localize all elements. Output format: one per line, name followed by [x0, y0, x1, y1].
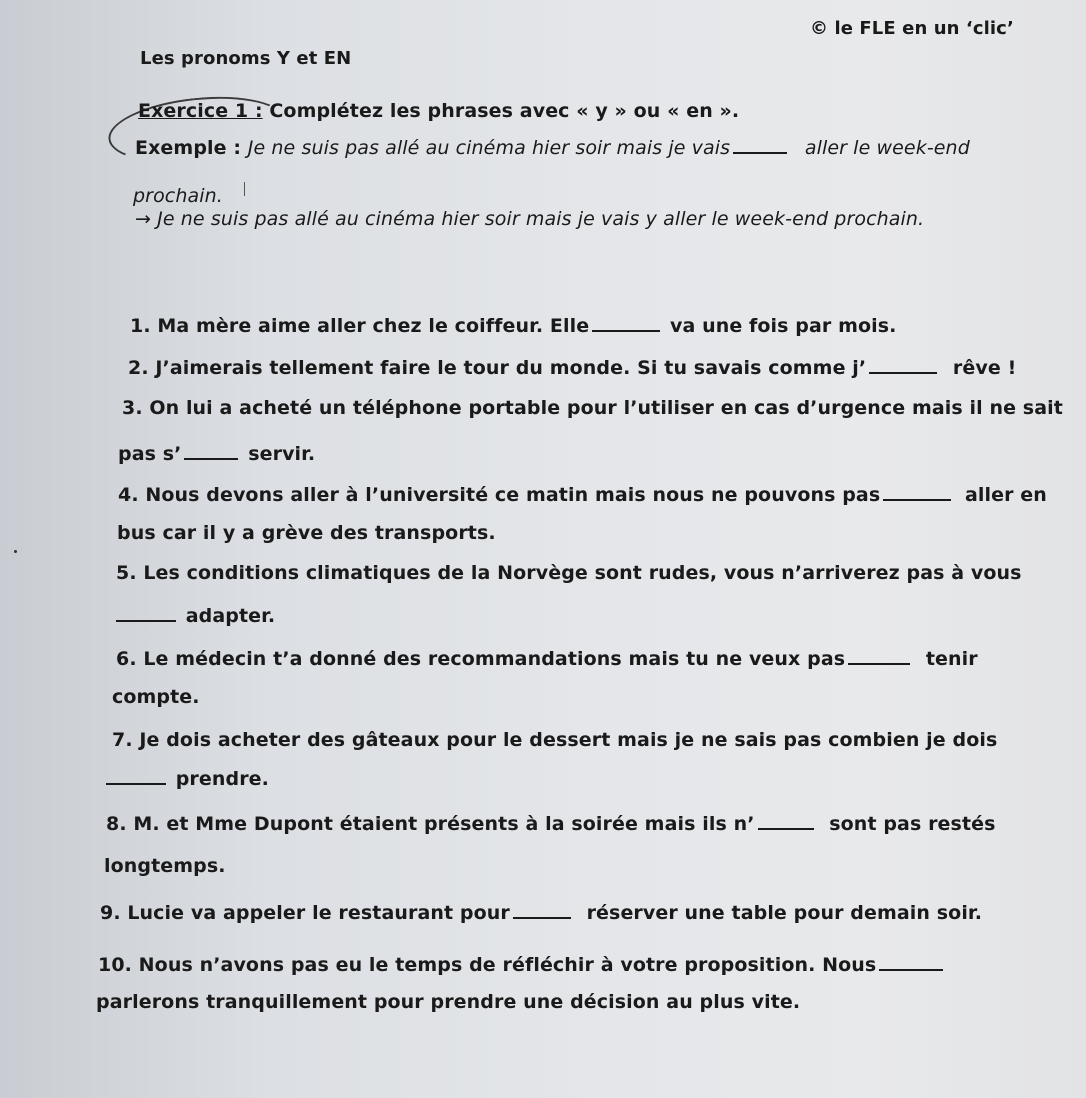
example-blank[interactable] [733, 136, 787, 154]
item-9 [100, 901, 982, 924]
item-2-blank[interactable] [869, 356, 937, 374]
pencil-dot [14, 550, 17, 553]
item-10-line-2: parlerons tranquillement pour prendre une décision au plus vite. [96, 991, 801, 1013]
item-4-blank[interactable] [883, 483, 951, 501]
item-3-line-1: 3. On lui a acheté un téléphone portable pour l’utiliser en cas d’urgence mais il ne sait [122, 397, 1063, 419]
item-5-blank[interactable] [116, 604, 176, 622]
item-2-text-a: 2. J’aimerais tellement faire le tour du monde. Si tu savais comme j’ [128, 357, 867, 379]
item-6-line-2: compte. [112, 686, 200, 708]
item-4-text-a: 4. Nous devons aller à l’université ce matin mais nous ne pouvons pas [118, 484, 881, 506]
item-7-text-b: prendre. [175, 768, 269, 790]
item-4-line-1 [118, 483, 1047, 506]
item-9-blank[interactable] [513, 901, 571, 919]
example-text-b: aller le week-end [804, 137, 970, 159]
item-9-text-a: 9. Lucie va appeler le restaurant pour [100, 902, 510, 924]
example-label: Exemple : [135, 137, 242, 159]
example-answer: → Je ne suis pas allé au cinéma hier soir mais je vais y aller le week-end prochain. [135, 208, 925, 230]
item-10-text-a: 10. Nous n’avons pas eu le temps de réfléchir à votre proposition. Nous [98, 954, 877, 976]
item-10-blank[interactable] [879, 953, 943, 971]
item-7-blank[interactable] [106, 767, 166, 785]
example-line-1 [135, 136, 970, 159]
item-4-text-b: aller en [964, 484, 1047, 506]
item-2 [128, 356, 1016, 379]
copyright-notice: © le FLE en un ‘clic’ [810, 18, 1014, 39]
item-5-line-1: 5. Les conditions climatiques de la Norvège sont rudes, vous n’arriverez pas à vous [116, 562, 1022, 584]
item-7-line-1: 7. Je dois acheter des gâteaux pour le dessert mais je ne sais pas combien je dois [112, 729, 998, 751]
item-1-text-a: 1. Ma mère aime aller chez le coiffeur. Elle [130, 315, 590, 337]
example-text-a: Je ne suis pas allé au cinéma hier soir mais je vais [247, 137, 731, 159]
exercise-label: Exercice 1 : [138, 100, 263, 122]
item-7-line-2 [106, 767, 269, 790]
item-3-text-b: servir. [248, 443, 316, 465]
item-8-text-b: sont pas restés [829, 813, 996, 835]
item-6-line-1 [116, 647, 978, 670]
item-10-line-1 [98, 953, 946, 976]
exercise-instruction: Complétez les phrases avec « y » ou « en ». [269, 100, 740, 122]
item-8-line-2: longtemps. [104, 855, 226, 877]
item-3-line-2 [118, 442, 315, 465]
item-5-text-b: adapter. [185, 605, 276, 627]
item-1-text-b: va une fois par mois. [669, 315, 897, 337]
item-8-text-a: 8. M. et Mme Dupont étaient présents à la soirée mais ils n’ [106, 813, 755, 835]
item-4-line-2: bus car il y a grève des transports. [117, 522, 496, 544]
item-9-text-b: réserver une table pour demain soir. [586, 902, 983, 924]
exercise-heading [138, 100, 739, 122]
item-1-blank[interactable] [592, 314, 660, 332]
item-8-blank[interactable] [758, 812, 814, 830]
page-title: Les pronoms Y et EN [140, 48, 352, 69]
item-3-blank[interactable] [184, 442, 238, 460]
item-6-blank[interactable] [848, 647, 910, 665]
item-3-text-a: pas s’ [118, 443, 182, 465]
item-6-text-a: 6. Le médecin t’a donné des recommandations mais tu ne veux pas [116, 648, 846, 670]
item-1 [130, 314, 896, 337]
item-8-line-1 [106, 812, 996, 835]
item-2-text-b: rêve ! [952, 357, 1017, 379]
item-6-text-b: tenir [925, 648, 978, 670]
pencil-mark [244, 182, 245, 196]
example-line-2: prochain. [133, 185, 223, 207]
item-5-line-2 [116, 604, 275, 627]
